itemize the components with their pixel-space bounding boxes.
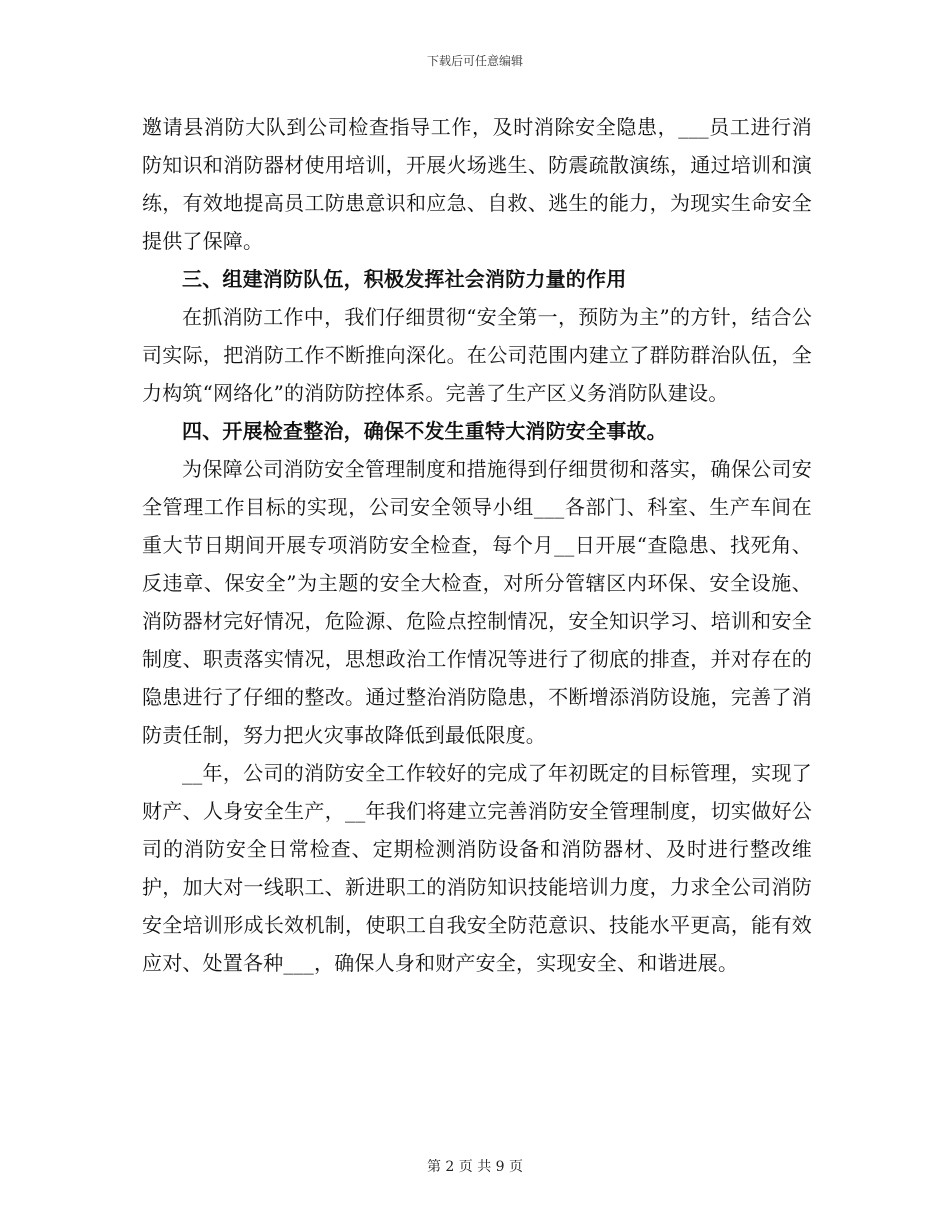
section-heading-4: 四、开展检查整治，确保不发生重特大消防安全事故。 [182, 419, 667, 443]
document-body [142, 108, 812, 982]
page-number: 第 2 页 共 9 页 [426, 1159, 524, 1175]
page-header: 下载后可任意编辑 [426, 54, 523, 68]
paragraph-2: 在抓消防工作中，我们仔细贯彻“安全第一，预防为主”的方针，结合公司实际，把消防工作不断推向深化。在公司范围内建立了群防群治队伍，全力构筑“网络化”的消防防控体系。完善了生产区义务消防队建设。 [142, 305, 812, 405]
paragraph-3: 为保障公司消防安全管理制度和措施得到仔细贯彻和落实，确保公司安全管理工作目标的实现，公司安全领导小组___各部门、科室、生产车间在重大节日期间开展专项消防安全检查，每个月__日开展“查隐患、找死角、反违章、保安全”为主题的安全大检查，对所分管辖区内环保、安全设施、消防器材完好情况，危险源、危险点控制情况，安全知识学习、培训和安全制度、职责落实情况，思想政治工作情况等进行了彻底的排查，并对存在的隐患进行了仔细的整改。通过整治消防隐患，不断增添消防设施，完善了消防责任制，努力把火灾事故降低到最低限度。 [142, 457, 812, 747]
section-heading-3: 三、组建消防队伍，积极发挥社会消防力量的作用 [182, 267, 627, 291]
paragraph-4: __年，公司的消防安全工作较好的完成了年初既定的目标管理，实现了财产、人身安全生产，__年我们将建立完善消防安全管理制度，切实做好公司的消防安全日常检查、定期检测消防设备和消防器材、及时进行整改维护，加大对一线职工、新进职工的消防知识技能培训力度，力求全公司消防安全培训形成长效机制，使职工自我安全防范意识、技能水平更高，能有效应对、处置各种___，确保人身和财产安全，实现安全、和谐进展。 [142, 761, 812, 975]
paragraph-1: 邀请县消防大队到公司检查指导工作，及时消除安全隐患，___员工进行消防知识和消防器材使用培训，开展火场逃生、防震疏散演练，通过培训和演练，有效地提高员工防患意识和应急、自救、逃生的能力，为现实生命安全提供了保障。 [142, 115, 812, 253]
